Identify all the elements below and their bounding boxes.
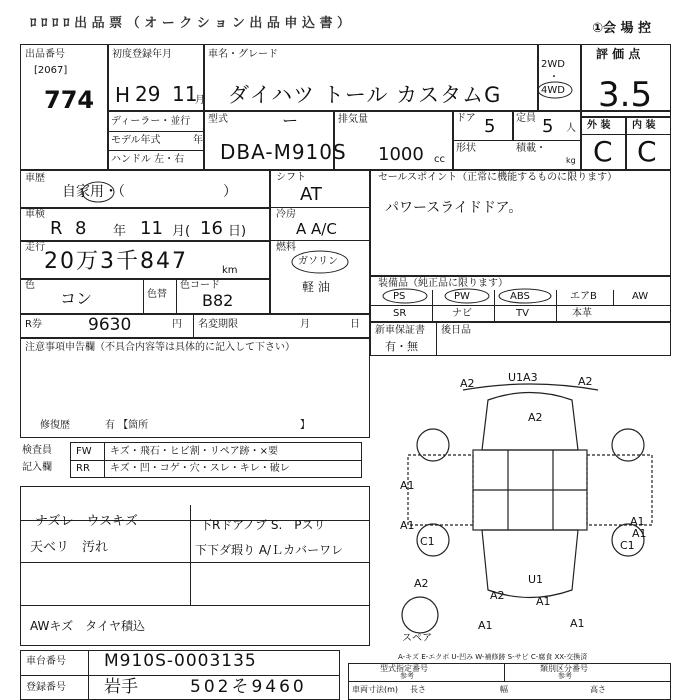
equip-sr: SR <box>393 308 407 319</box>
name-change-day: 日 <box>350 319 360 330</box>
fuel-circle <box>290 249 350 275</box>
fuel-value: ガソリン <box>298 256 338 267</box>
drive-dot: ・ <box>549 72 559 83</box>
equipment-circles <box>380 287 560 305</box>
color-value: コン <box>60 289 93 308</box>
color-label: 色 <box>25 280 35 291</box>
chassis-label: 車台番号 <box>26 656 66 667</box>
capacity: 5 <box>542 116 554 137</box>
score-value: 3.5 <box>598 75 653 115</box>
inspector-row1: キズ・飛石・ヒビ割・リペア跡・×要 <box>110 446 278 457</box>
legend-text: A-キズ E-エクボ U-凹み W-補修跡 S-サビ C-腐食 XX-交換済 <box>398 653 588 661</box>
lot-sub-code: [2067] <box>34 65 68 76</box>
diagram-label-7: A1 <box>630 515 645 528</box>
form-title: ﾛ ﾛ ﾛ ﾛ 出 品 票 （ オ ー ク シ ョ ン 出 品 申 込 書 ） <box>30 16 350 31</box>
spare-label: スペア <box>402 633 432 644</box>
doors: 5 <box>484 116 496 137</box>
inspection-year: 8 <box>75 218 87 239</box>
equipment-label: 装備品（純正品に限ります） <box>378 278 508 289</box>
plate-region: 岩手 <box>104 677 138 697</box>
fuel-alt: 軽 油 <box>302 280 330 294</box>
note-4: 下下ダ瑕り A/Ｌカバーワレ <box>195 543 344 557</box>
exterior-grade: C <box>593 135 613 168</box>
vehicle-name: ダイハツ トール カスタムG <box>228 83 502 107</box>
plate-label: 登録番号 <box>26 682 66 693</box>
usage-value: 自家用・（ ） <box>62 184 237 200</box>
interior-grade: C <box>637 135 657 168</box>
interior-label: 内 装 <box>632 120 656 131</box>
selling-points-frame <box>370 170 671 276</box>
load-label: 積載・ <box>516 143 546 154</box>
color-code-label: 色コード <box>180 280 220 291</box>
notes-frame <box>20 338 370 438</box>
displacement: 1000 <box>378 144 424 165</box>
name-change-label: 名変期限 <box>198 319 238 330</box>
kg-unit: kg <box>566 156 576 165</box>
registration-label: 初度登録年月 <box>112 49 172 60</box>
selling-points-label: セールスポイント（正常に機能するものに限ります） <box>378 172 618 183</box>
diagram-label-8: C1 <box>420 535 435 548</box>
diagram-label-13: A2 <box>490 589 505 602</box>
drive-4wd: 4WD <box>541 85 565 96</box>
registration-era: H <box>115 83 131 107</box>
inspection-year-unit: 年 <box>113 224 127 239</box>
model-year-unit: 年 <box>193 135 203 146</box>
width-label: 幅 <box>500 685 508 694</box>
category-label: 類別区分番号 <box>540 664 588 673</box>
diagram-label-1: A2 <box>460 377 475 390</box>
inspection-label: 車検 <box>25 209 45 220</box>
fuel-label: 燃料 <box>276 242 296 253</box>
usage-label: 車歴 <box>25 173 45 184</box>
shape-label: 形状 <box>456 143 476 154</box>
diagram-label-16: A1 <box>570 617 585 630</box>
mileage-label: 走行 <box>25 242 45 253</box>
model-year-label: モデル年式 <box>111 135 161 146</box>
inspector-label-1: 検査員 <box>22 445 52 456</box>
dealer-label: ディーラー・並行 <box>111 116 191 127</box>
tax-value: 9630 <box>88 315 132 335</box>
diagram-label-3: A2 <box>578 375 593 388</box>
inspector-row2: キズ・凹・コゲ・穴・スレ・キレ・破レ <box>110 463 290 474</box>
capacity-label: 定員 <box>516 113 536 124</box>
score-label: 評 価 点 <box>596 47 641 61</box>
note-5: AWキズ タイヤ積込 <box>30 619 145 633</box>
usage-circle <box>80 180 116 204</box>
length-label: 長さ <box>410 685 426 694</box>
repair-value: 有 【箇所 <box>105 420 149 431</box>
drive-4wd-circle <box>536 80 574 100</box>
equip-airbag: エアB <box>570 291 597 302</box>
color-change-label: 色替 <box>147 289 167 300</box>
equip-pw: PW <box>454 291 470 302</box>
inspection-era: R <box>50 218 63 239</box>
tax-frame <box>20 314 370 338</box>
note-3: 下Rドアノブ S. Pスリ <box>200 518 326 532</box>
registration-month-unit: 月 <box>195 95 205 106</box>
model-mark: ー <box>282 111 299 130</box>
doors-label: ドア <box>456 113 476 124</box>
diagram-label-6: A1 <box>400 519 415 532</box>
diagram-label-4: A2 <box>528 411 543 424</box>
equip-abs: ABS <box>510 291 530 302</box>
registration-year: 29 <box>135 82 161 106</box>
cc-unit: cc <box>434 154 445 165</box>
lot-number: 774 <box>44 86 95 114</box>
equip-leather: 本革 <box>572 308 592 319</box>
diagram-label-5: A1 <box>400 479 415 492</box>
displacement-label: 排気量 <box>338 114 368 125</box>
notes-label: 注意事項申告欄（不具合内容等は具体的に記入して下さい） <box>25 342 295 353</box>
equip-navi: ナビ <box>452 308 472 319</box>
model-code: DBA-M910S <box>220 140 347 164</box>
handle-label: ハンドル 左・右 <box>111 154 185 165</box>
model-label: 型式 <box>208 114 228 125</box>
venue-copy-label: ①会 場 控 <box>592 21 652 36</box>
note-1: ナズレ ウスキズ <box>35 514 138 529</box>
height-label: 高さ <box>590 685 606 694</box>
vehicle-name-label: 車名・グレード <box>208 49 278 60</box>
warranty-value: 有・無 <box>385 340 418 353</box>
plate-number: 502そ9460 <box>190 677 307 697</box>
diagram-label-9: A1 <box>632 527 647 540</box>
diagram-label-14: A1 <box>536 595 551 608</box>
diagram-label-12: U1 <box>528 573 544 586</box>
inspector-rr: RR <box>76 463 90 474</box>
model-designation-ref: 参考 <box>400 672 414 680</box>
chassis-value: M910S-0003135 <box>104 651 257 671</box>
ac-value: A A/C <box>296 220 337 238</box>
capacity-unit: 人 <box>566 123 576 134</box>
model-designation-label: 型式指定番号 <box>380 664 428 673</box>
ac-label: 冷房 <box>276 209 296 220</box>
exterior-label: 外 装 <box>587 120 611 131</box>
selling-points-text: パワースライドドア。 <box>385 200 523 216</box>
repair-label: 修復歴 <box>40 420 70 431</box>
mileage-value: 20万3千847 <box>44 249 188 274</box>
category-ref: 参考 <box>558 672 572 680</box>
inspection-month-unit: 月( <box>172 224 191 239</box>
inspector-fw: FW <box>76 446 92 457</box>
inspector-label-2: 記入欄 <box>22 462 52 473</box>
drive-2wd: 2WD <box>541 59 565 70</box>
inspection-month: 11 <box>140 218 163 239</box>
damage-diagram <box>388 360 673 640</box>
mileage-unit: km <box>222 265 238 276</box>
later-label: 後日品 <box>441 325 471 336</box>
equip-aw: AW <box>632 291 649 302</box>
diagram-label-10: C1 <box>620 539 635 552</box>
registration-month: 11 <box>172 82 198 106</box>
tax-label: R券 <box>25 319 42 330</box>
diagram-label-15: A1 <box>478 619 493 632</box>
tax-unit: 円 <box>172 319 182 330</box>
size-label: 車両寸法(m) <box>352 685 399 694</box>
equip-ps: PS <box>393 291 406 302</box>
color-code: B82 <box>202 291 234 310</box>
repair-close: 】 <box>300 420 310 431</box>
inspection-day-unit: 日) <box>228 224 247 239</box>
inspection-day: 16 <box>200 218 223 239</box>
warranty-label: 新車保証書 <box>375 325 425 336</box>
name-change-month: 月 <box>300 319 310 330</box>
diagram-label-11: A2 <box>414 577 429 590</box>
note-2: 天ベリ 汚れ <box>30 540 109 555</box>
equip-tv: TV <box>516 308 529 319</box>
shift-value: AT <box>300 184 322 205</box>
diagram-label-2: U1A3 <box>508 371 538 384</box>
lot-number-label: 出品番号 <box>25 49 65 60</box>
shift-label: シフト <box>276 172 306 183</box>
